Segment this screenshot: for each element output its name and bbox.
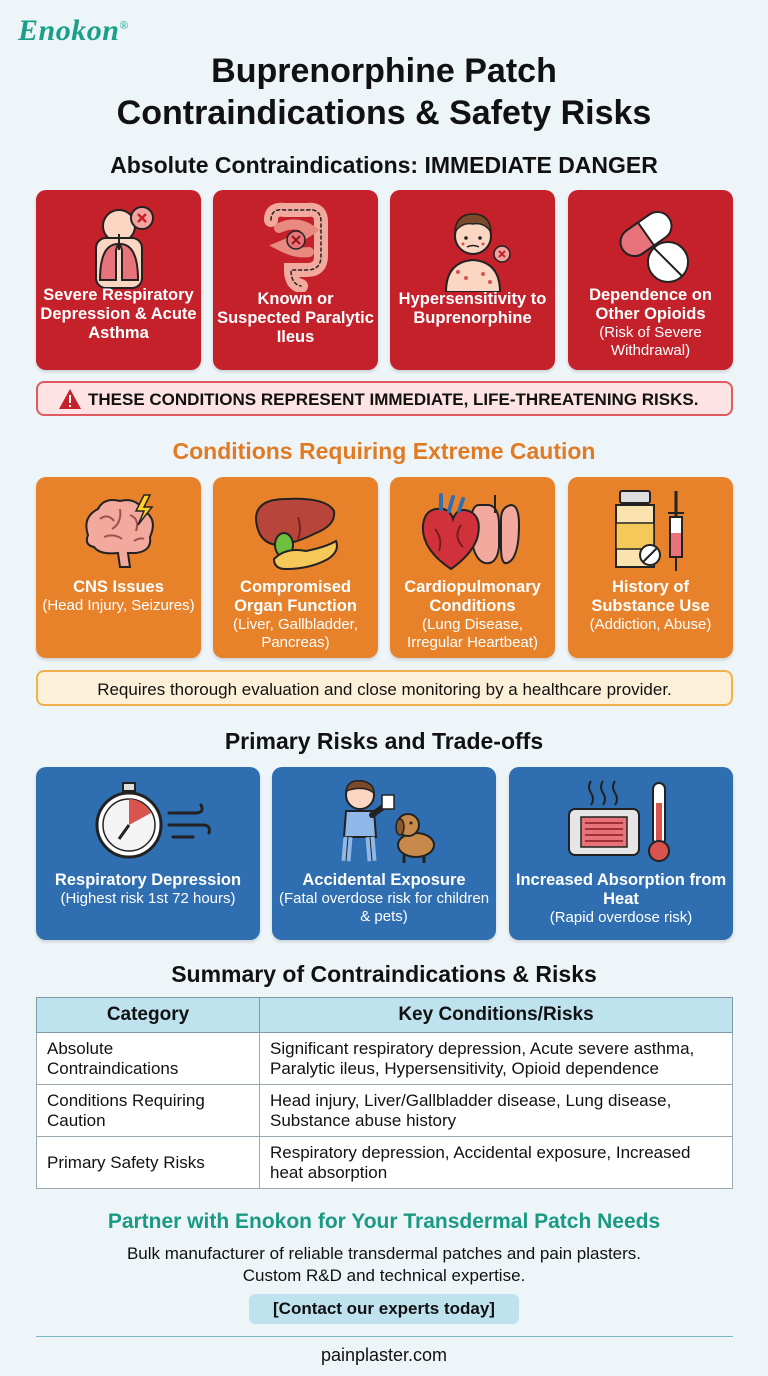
absolute-card-label: Severe Respiratory Depression & Acute Asthma [40,286,197,342]
danger-banner [36,381,733,416]
caution-card-organ [213,477,378,658]
absolute-card-label: Known or Suspected Paralytic Ileus [217,290,374,346]
risk-card-respiratory [36,767,260,940]
table-cell-conditions: Respiratory depression, Accidental exposure, Increased heat absorption [260,1137,733,1189]
heart-lungs-icon [413,489,533,575]
summary-heading: Summary of Contraindications & Risks [171,961,597,987]
absolute-card-ileus [213,190,378,370]
absolute-card-respiratory [36,190,201,370]
liver-pancreas-icon [246,489,346,575]
table-cell-conditions: Head injury, Liver/Gallbladder disease, Lung disease, Substance abuse history [260,1085,733,1137]
caution-card-cardiopulmonary [390,477,555,658]
risk-card-accidental-exposure [272,767,496,940]
absolute-card-hypersensitivity [390,190,555,370]
cta-title: Partner with Enokon for Your Transdermal Patch Needs [107,1210,661,1233]
stopwatch-wind-icon [83,779,213,865]
brand-logo: Enokon® [18,14,130,47]
table-row [37,1137,733,1189]
risk-card-heat-absorption [509,767,733,940]
caution-note [36,670,733,706]
table-cell-category: Absolute Contraindications [37,1033,260,1085]
cta-text: Bulk manufacturer of reliable transdermal patches and pain plasters. Custom R&D and technical expertise. [126,1244,642,1285]
risks-heading: Primary Risks and Trade-offs [224,728,544,754]
risk-card-label: Accidental Exposure (Fatal overdose risk for children & pets) [278,871,490,925]
contact-experts-button[interactable]: [Contact our experts today] [249,1294,519,1324]
table-cell-conditions: Significant respiratory depression, Acute severe asthma, Paralytic ileus, Hypersensitivity, Opioid dependence [260,1033,733,1085]
page-title: Buprenorphine Patch Contraindications & Safety Risks [116,52,652,132]
caution-heading: Conditions Requiring Extreme Caution [172,438,596,464]
caution-note-text: Requires thorough evaluation and close monitoring by a healthcare provider. [97,680,672,699]
brain-icon [74,489,164,575]
table-header-row [37,998,733,1033]
allergic-reaction-icon [428,200,518,292]
caution-card-label: Compromised Organ Function (Liver, Gallbladder, Pancreas) [232,578,359,651]
caution-card-label: History of Substance Use (Addiction, Abuse) [589,578,712,633]
summary-table [36,997,733,1189]
child-dog-icon [324,775,444,865]
table-cell-category: Primary Safety Risks [37,1137,260,1189]
lungs-icon [74,200,164,292]
footer-divider [36,1336,733,1337]
caution-card-label: Cardiopulmonary Conditions (Lung Disease, Irregular Heartbeat) [404,578,541,651]
pills-icon [606,200,696,288]
absolute-card-label: Dependence on Other Opioids (Risk of Severe Withdrawal) [589,286,712,359]
risk-card-label: Increased Absorption from Heat (Rapid overdose risk) [515,871,727,926]
caution-card-substance [568,477,733,658]
column-header: Key Conditions/Risks [260,998,733,1033]
danger-banner-text: THESE CONDITIONS REPRESENT IMMEDIATE, LIFE-THREATENING RISKS. [88,390,699,409]
table-row [37,1085,733,1137]
heating-pad-thermometer-icon [561,777,681,867]
registered-mark: ® [119,18,130,32]
caution-card-label: CNS Issues (Head Injury, Seizures) [42,578,195,614]
absolute-card-opioid-dependence [568,190,733,370]
caution-card-cns [36,477,201,658]
column-header: Category [37,998,260,1033]
absolute-heading: Absolute Contraindications: IMMEDIATE DANGER [110,152,658,178]
risk-card-label: Respiratory Depression (Highest risk 1st 72 hours) [54,871,242,907]
table-cell-category: Conditions Requiring Caution [37,1085,260,1137]
intestines-icon [251,200,341,292]
warning-icon [58,388,82,410]
pill-bottle-syringe-icon [606,487,696,573]
table-row [37,1033,733,1085]
absolute-card-label: Hypersensitivity to Buprenorphine [398,290,547,327]
footer-link[interactable]: painplaster.com [320,1345,448,1365]
